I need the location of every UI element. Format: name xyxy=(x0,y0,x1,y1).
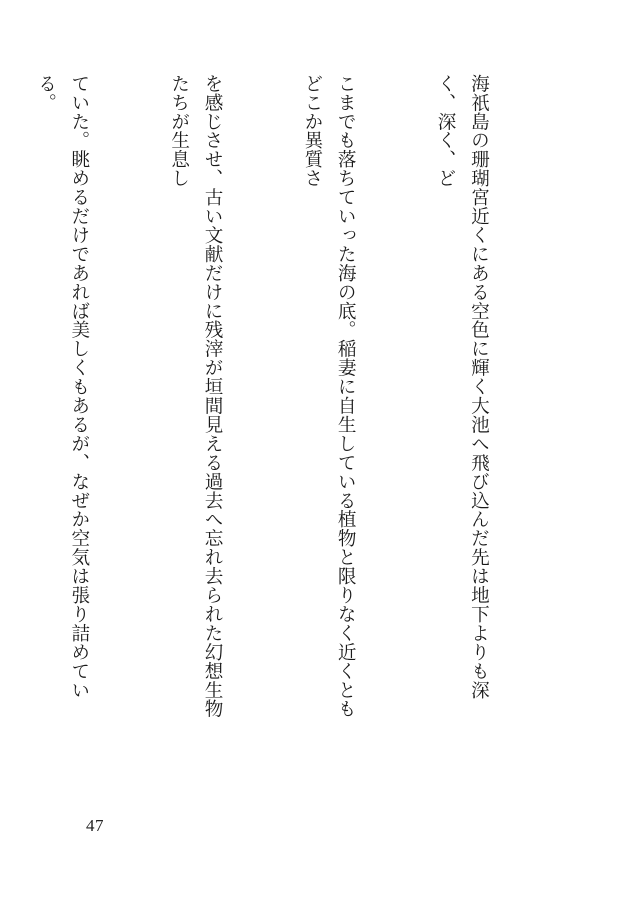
text-line: 海祇島の珊瑚宮近くにある空色に輝く大池へ飛び込んだ先は地下よりも深く、深く、ど xyxy=(435,74,490,700)
text-line: を感じさせ、古い文献だけに残滓が垣間見える過去へ忘れ去られた幻想生物たちが生息し xyxy=(168,74,224,719)
text-line: こまでも落ちていった海の底。稲妻に自生している植物と限りなく近くともどこか異質さ xyxy=(301,74,357,719)
text-line: ていた。眺めるだけであれば美しくもあるが、なぜか空気は張り詰めている。 xyxy=(35,74,90,700)
vertical-body-text xyxy=(0,74,562,734)
page-number: 47 xyxy=(86,816,104,835)
